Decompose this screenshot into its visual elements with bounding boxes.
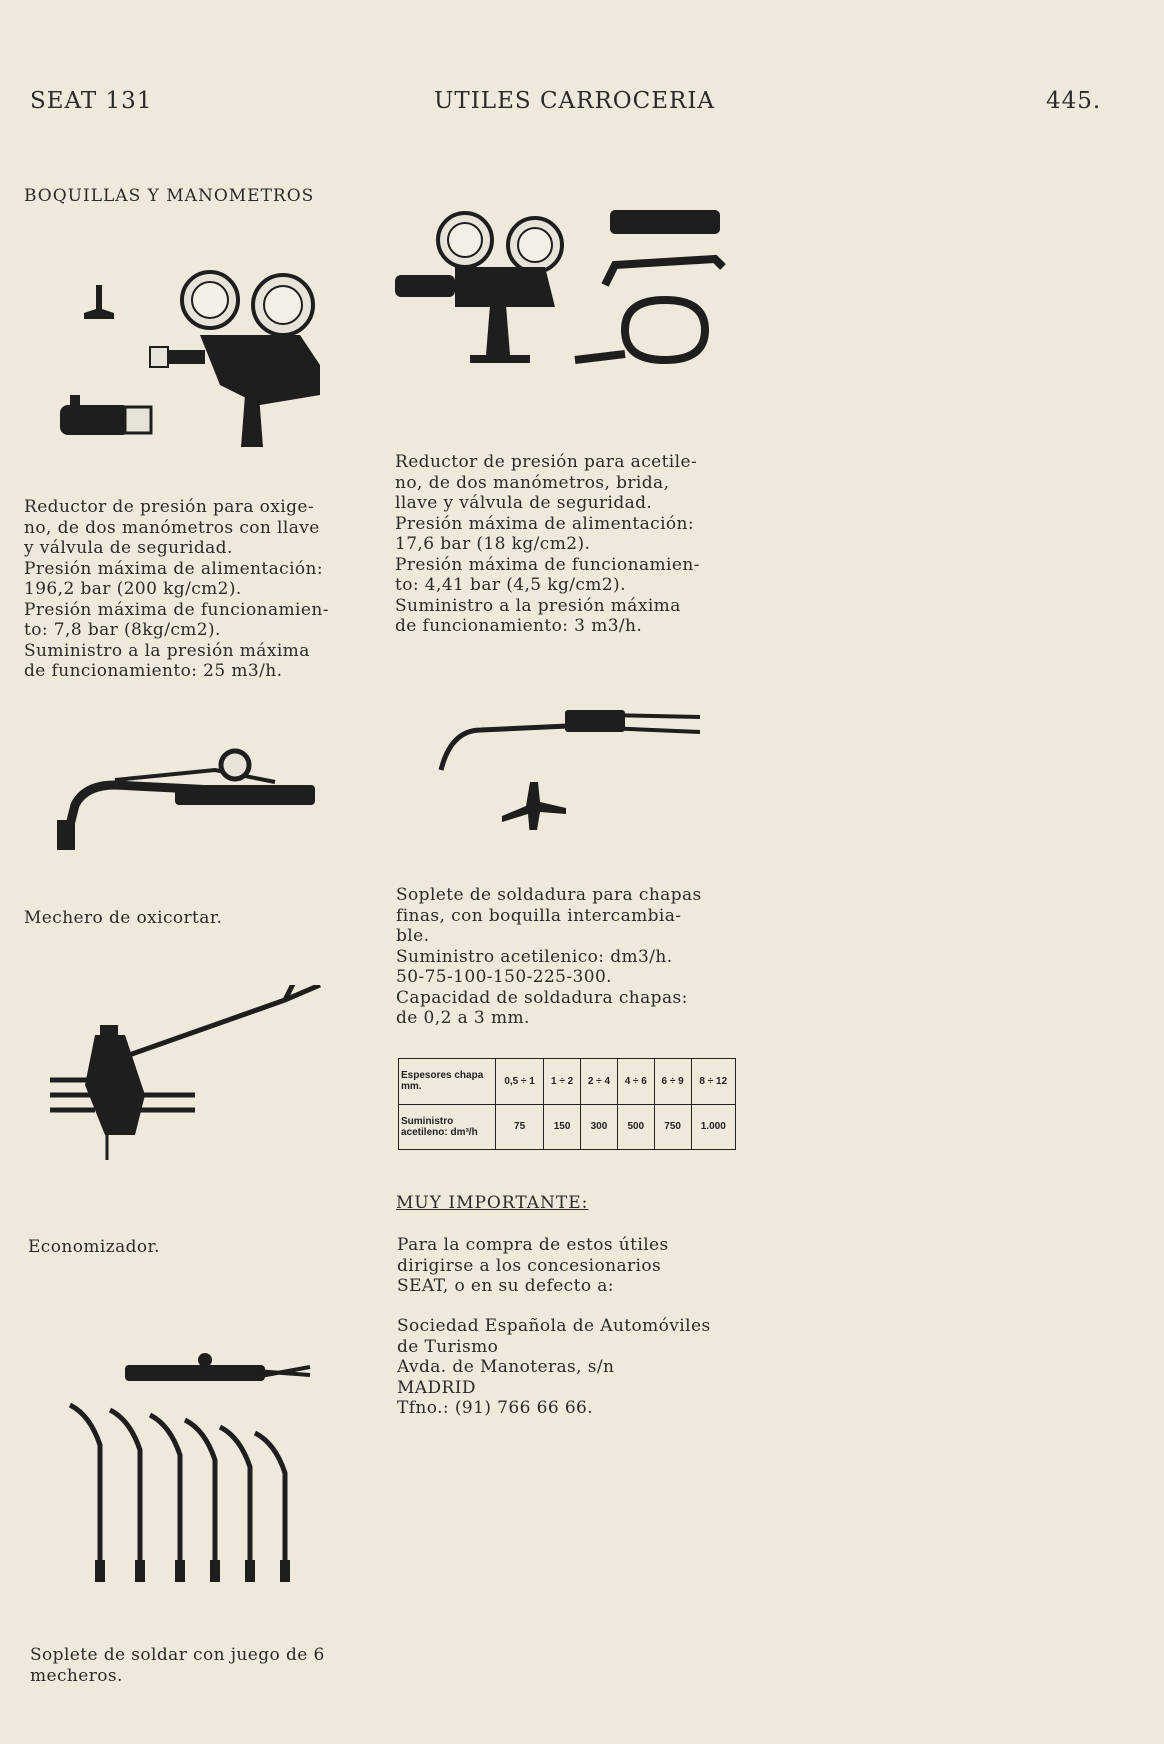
text-line: y válvula de seguridad. bbox=[24, 538, 233, 558]
text-line: Tfno.: (91) 766 66 66. bbox=[397, 1398, 594, 1418]
text-line: de funcionamiento: 25 m3/h. bbox=[24, 661, 283, 681]
table-cell: 0,5 ÷ 1 bbox=[496, 1059, 544, 1105]
table-cell: 75 bbox=[496, 1104, 544, 1150]
text-line: Reductor de presión para oxige- bbox=[24, 497, 315, 517]
text-line: de funcionamiento: 3 m3/h. bbox=[395, 616, 643, 636]
table-cell: 4 ÷ 6 bbox=[617, 1059, 654, 1105]
text-line: Suministro a la presión máxima bbox=[395, 595, 681, 616]
page-number: 445. bbox=[1046, 88, 1102, 114]
table-cell: 6 ÷ 9 bbox=[654, 1059, 691, 1105]
oxygen-regulator-description bbox=[24, 497, 362, 682]
text-line: Suministro acetilenico: dm3/h. bbox=[396, 946, 673, 967]
acetylene-regulator-illustration bbox=[395, 205, 735, 405]
text-line: Presión máxima de funcionamien- bbox=[24, 599, 329, 620]
text-line: ble. bbox=[396, 926, 430, 946]
text-line: finas, con boquilla intercambia- bbox=[396, 905, 682, 926]
supplier-address bbox=[397, 1316, 757, 1419]
text-line: to: 7,8 bar (8kg/cm2). bbox=[24, 620, 221, 640]
table-row bbox=[399, 1104, 736, 1150]
section-title: BOQUILLAS Y MANOMETROS bbox=[24, 186, 315, 206]
text-line: MADRID bbox=[397, 1377, 476, 1398]
header-title: UTILES CARROCERIA bbox=[434, 88, 716, 114]
important-heading: MUY IMPORTANTE: bbox=[396, 1193, 589, 1213]
text-line: Sociedad Española de Automóviles bbox=[397, 1316, 711, 1336]
header-model: SEAT 131 bbox=[30, 88, 153, 114]
table-cell: 1 ÷ 2 bbox=[544, 1059, 581, 1105]
text-line: no, de dos manómetros, brida, bbox=[395, 472, 670, 493]
welding-set-description bbox=[30, 1645, 370, 1686]
oxygen-regulator-illustration bbox=[50, 255, 350, 455]
table-cell: 2 ÷ 4 bbox=[581, 1059, 618, 1105]
table-cell: 8 ÷ 12 bbox=[691, 1059, 735, 1105]
text-line: Reductor de presión para acetile- bbox=[395, 452, 698, 472]
table-cell: 150 bbox=[544, 1104, 581, 1150]
text-line: 196,2 bar (200 kg/cm2). bbox=[24, 579, 242, 599]
text-line: no, de dos manómetros con llave bbox=[24, 517, 320, 538]
text-line: to: 4,41 bar (4,5 kg/cm2). bbox=[395, 575, 626, 595]
acetylene-regulator-description bbox=[395, 452, 735, 637]
text-line: SEAT, o en su defecto a: bbox=[397, 1276, 614, 1296]
table-cell: 750 bbox=[654, 1104, 691, 1150]
text-line: Presión máxima de alimentación: bbox=[24, 558, 324, 579]
text-line: llave y válvula de seguridad. bbox=[395, 493, 653, 513]
table-row-label: Espesores chapa mm. bbox=[399, 1059, 496, 1105]
important-intro bbox=[397, 1235, 737, 1297]
text-line: de Turismo bbox=[397, 1336, 499, 1357]
table-row bbox=[399, 1059, 736, 1105]
text-line: Capacidad de soldadura chapas: bbox=[396, 987, 688, 1008]
text-line: Para la compra de estos útiles bbox=[397, 1235, 669, 1255]
table-cell: 300 bbox=[581, 1104, 618, 1150]
acetylene-supply-table bbox=[398, 1058, 736, 1150]
cutting-torch-illustration bbox=[55, 735, 325, 855]
text-line: mecheros. bbox=[30, 1665, 123, 1686]
text-line: 50-75-100-150-225-300. bbox=[396, 967, 612, 987]
welding-set-illustration bbox=[65, 1345, 325, 1585]
text-line: Suministro a la presión máxima bbox=[24, 640, 310, 661]
table-cell: 1.000 bbox=[691, 1104, 735, 1150]
cutting-torch-caption: Mechero de oxicortar. bbox=[24, 908, 223, 928]
text-line: Presión máxima de funcionamien- bbox=[395, 554, 700, 575]
text-line: Soplete de soldadura para chapas bbox=[396, 885, 702, 905]
economizer-caption: Economizador. bbox=[28, 1237, 160, 1257]
text-line: dirigirse a los concesionarios bbox=[397, 1255, 662, 1276]
text-line: de 0,2 a 3 mm. bbox=[396, 1008, 530, 1028]
text-line: Soplete de soldar con juego de 6 bbox=[30, 1645, 325, 1665]
text-line: Presión máxima de alimentación: bbox=[395, 513, 695, 534]
table-cell: 500 bbox=[617, 1104, 654, 1150]
text-line: Avda. de Manoteras, s/n bbox=[397, 1357, 615, 1377]
text-line: 17,6 bar (18 kg/cm2). bbox=[395, 534, 591, 554]
thin-sheet-torch-description bbox=[396, 885, 736, 1029]
thin-sheet-torch-illustration bbox=[435, 700, 705, 830]
table-row-label: Suministro acetileno: dm³/h bbox=[399, 1104, 496, 1150]
economizer-illustration bbox=[45, 985, 325, 1165]
